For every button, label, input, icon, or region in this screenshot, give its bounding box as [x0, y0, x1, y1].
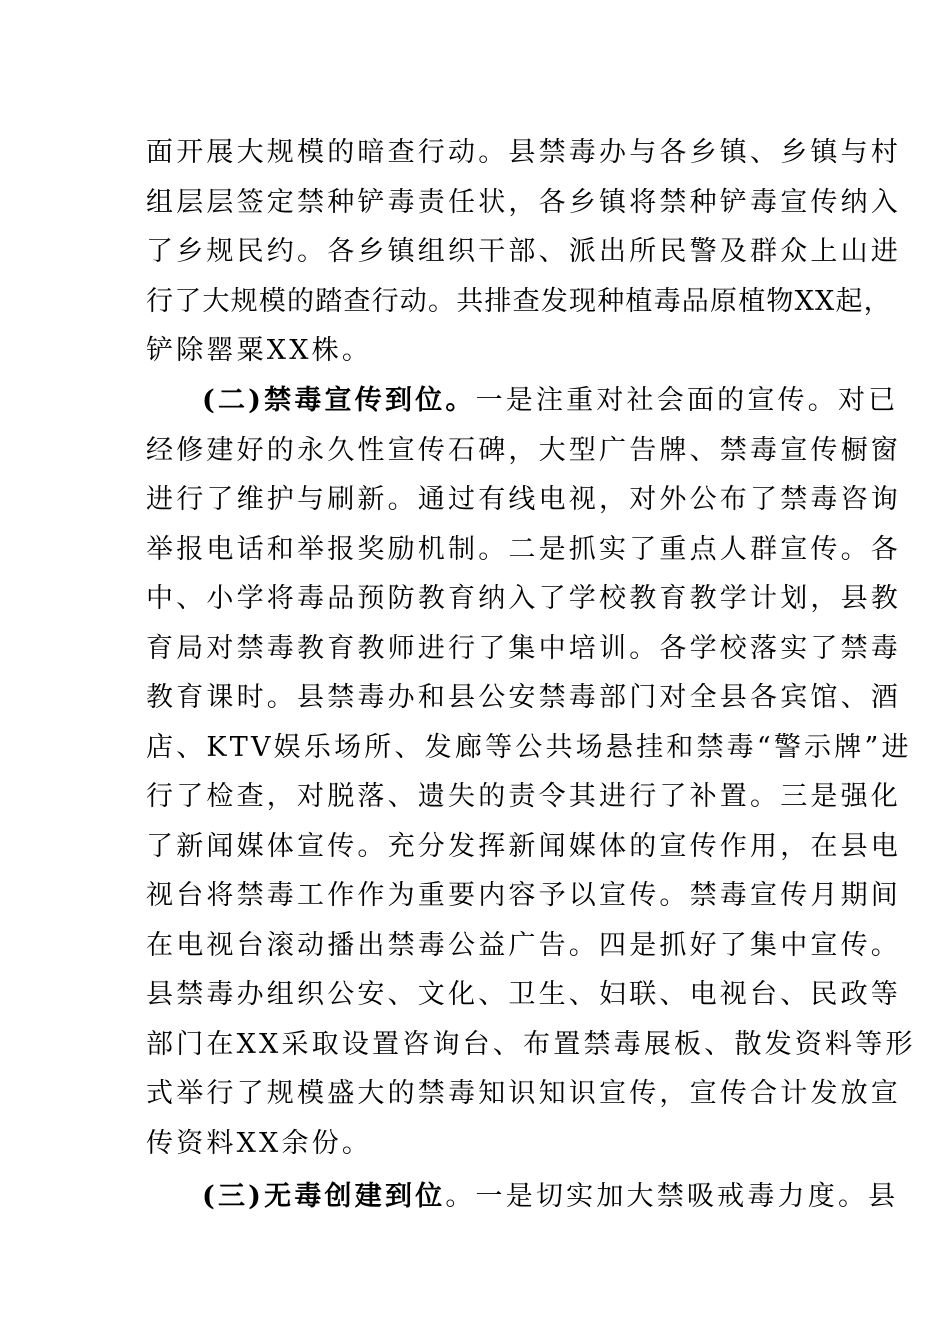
text-line: 中、小学将毒品预防教育纳入了学校教育教学计划，县教	[146, 583, 901, 614]
text-line: 铲除罂粟XX株。	[146, 335, 373, 366]
text-line: 行了大规模的踏查行动。共排查发现种植毒品原植物XX起，	[146, 286, 892, 317]
text-line: 经修建好的永久性宣传石碑，大型广告牌、禁毒宣传橱窗	[146, 435, 901, 466]
text-line: 式举行了规模盛大的禁毒知识知识宣传，宣传合计发放宣	[146, 1078, 901, 1109]
text-line: 视台将禁毒工作作为重要内容予以宣传。禁毒宣传月期间	[146, 880, 901, 911]
text-line: 举报电话和举报奖励机制。二是抓实了重点人群宣传。各	[146, 534, 901, 565]
section-text: 。一是切实加大禁吸戒毒力度。县	[445, 1181, 899, 1212]
text-line: 县禁毒办组织公安、文化、卫生、妇联、电视台、民政等	[146, 979, 901, 1010]
text-line: 部门在XX采取设置咨询台、布置禁毒展板、散发资料等形	[146, 1029, 916, 1060]
text-line: 教育课时。县禁毒办和县公安禁毒部门对全县各宾馆、酒	[146, 682, 901, 713]
section-2-first-line	[202, 384, 899, 418]
text-line: 了乡规民约。各乡镇组织干部、派出所民警及群众上山进	[146, 236, 901, 267]
text-line: 行了检查，对脱落、遗失的责令其进行了补置。三是强化	[146, 781, 901, 812]
section-text: 一是注重对社会面的宣传。对已	[475, 385, 899, 416]
text-line: 了新闻媒体宣传。充分发挥新闻媒体的宣传作用，在县电	[146, 831, 901, 862]
section-heading: (二)禁毒宣传到位。	[202, 385, 476, 416]
text-line: 店、KTV娱乐场所、发廊等公共场悬挂和禁毒“警示牌”进	[146, 732, 912, 763]
text-line: 面开展大规模的暗查行动。县禁毒办与各乡镇、乡镇与村	[146, 137, 901, 168]
section-3-first-line	[202, 1180, 899, 1214]
text-line: 在电视台滚动播出禁毒公益广告。四是抓好了集中宣传。	[146, 930, 901, 961]
text-line: 组层层签定禁种铲毒责任状，各乡镇将禁种铲毒宣传纳入	[146, 187, 901, 218]
text-line: 传资料XX余份。	[146, 1128, 373, 1159]
section-heading: (三)无毒创建到位	[202, 1181, 446, 1212]
text-line: 育局对禁毒教育教师进行了集中培训。各学校落实了禁毒	[146, 633, 901, 664]
text-line: 进行了维护与刷新。通过有线电视，对外公布了禁毒咨询	[146, 484, 901, 515]
